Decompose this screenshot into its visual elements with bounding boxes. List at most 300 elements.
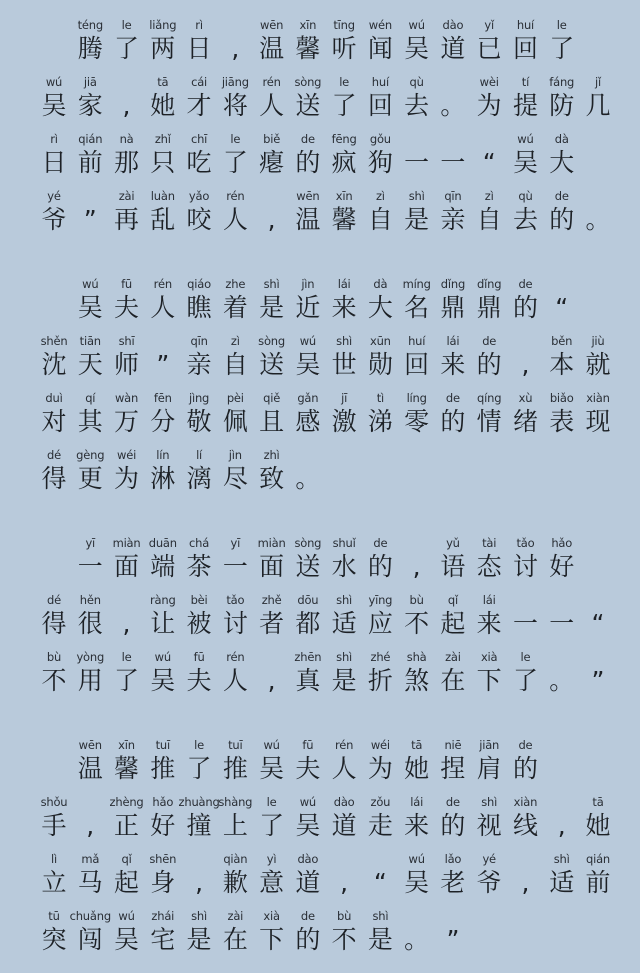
- text-line: [38, 132, 614, 188]
- hanzi: 了: [259, 811, 285, 840]
- hanzi: 面: [114, 552, 140, 581]
- pinyin: yǎo: [188, 189, 210, 203]
- char-cell: [328, 391, 360, 447]
- pinyin: de: [445, 795, 460, 809]
- hanzi: ”: [591, 666, 605, 695]
- pinyin: shī: [118, 334, 135, 348]
- char-cell: [219, 536, 251, 592]
- pinyin: shì: [553, 852, 570, 866]
- char-cell: [509, 189, 541, 245]
- hanzi: 应: [367, 609, 393, 638]
- pinyin: rén: [153, 277, 172, 291]
- pinyin: jiāng: [221, 75, 249, 89]
- char-cell: [509, 536, 541, 592]
- char-cell: [582, 650, 614, 706]
- hanzi: 乱: [150, 205, 176, 234]
- pinyin: chī: [190, 132, 208, 146]
- char-cell: [401, 75, 433, 131]
- char-cell: [364, 593, 396, 649]
- char-cell: [473, 448, 505, 504]
- char-cell: [256, 189, 288, 245]
- pinyin: shì: [263, 277, 280, 291]
- char-cell: [292, 334, 324, 390]
- hanzi: 激: [331, 407, 357, 436]
- char-cell: [473, 75, 505, 131]
- pinyin: gǎn: [297, 391, 319, 405]
- char-cell: [582, 277, 614, 333]
- hanzi: 道: [331, 811, 357, 840]
- char-cell: [437, 738, 469, 794]
- char-cell: [74, 334, 106, 390]
- pinyin: dōu: [297, 593, 319, 607]
- pinyin: qù: [409, 75, 424, 89]
- text-line: [38, 650, 614, 706]
- char-cell: [111, 795, 143, 851]
- pinyin: zhēn: [294, 650, 322, 664]
- pinyin: fáng: [549, 75, 575, 89]
- hanzi: 吃: [186, 148, 212, 177]
- hanzi: 下: [476, 666, 502, 695]
- char-cell: [111, 593, 143, 649]
- char-cell: [219, 448, 251, 504]
- hanzi: 很: [77, 609, 103, 638]
- hanzi: ,: [521, 868, 530, 897]
- pinyin: shì: [336, 650, 353, 664]
- hanzi: 本: [549, 350, 575, 379]
- hanzi: 撞: [186, 811, 212, 840]
- char-cell: [582, 18, 614, 74]
- hanzi: 夫: [186, 666, 212, 695]
- pinyin: tí: [521, 75, 530, 89]
- char-cell: [38, 909, 70, 965]
- hanzi: 一: [77, 552, 103, 581]
- hanzi: 去: [404, 91, 430, 120]
- hanzi: 真: [295, 666, 321, 695]
- pinyin: zì: [375, 189, 385, 203]
- char-cell: [546, 448, 578, 504]
- hanzi: 用: [77, 666, 103, 695]
- pinyin: lǎo: [444, 852, 462, 866]
- char-cell: [219, 18, 251, 74]
- hanzi: 吴: [295, 811, 321, 840]
- hanzi: “: [555, 293, 569, 322]
- hanzi: 好: [549, 552, 575, 581]
- char-cell: [328, 277, 360, 333]
- hanzi: 一: [404, 148, 430, 177]
- hanzi: 得: [41, 609, 67, 638]
- pinyin: luàn: [150, 189, 175, 203]
- hanzi: 馨: [331, 205, 357, 234]
- text-line: [38, 334, 614, 390]
- pinyin: qiáo: [187, 277, 211, 291]
- hanzi: 回: [404, 350, 430, 379]
- hanzi: 了: [222, 148, 248, 177]
- hanzi: 不: [41, 666, 67, 695]
- char-cell: [74, 593, 106, 649]
- pinyin: qīn: [444, 189, 462, 203]
- char-cell: [147, 334, 179, 390]
- hanzi: 为: [367, 754, 393, 783]
- char-cell: [401, 852, 433, 908]
- hanzi: 道: [295, 868, 321, 897]
- char-cell: [183, 852, 215, 908]
- char-cell: [183, 650, 215, 706]
- pinyin: tīng: [333, 18, 355, 32]
- char-cell: [38, 391, 70, 447]
- pinyin: yǔ: [446, 536, 460, 550]
- hanzi: 适: [549, 868, 575, 897]
- char-cell: [328, 18, 360, 74]
- char-cell: [74, 738, 106, 794]
- char-cell: [38, 277, 70, 333]
- char-cell: [38, 189, 70, 245]
- pinyin: téng: [77, 18, 103, 32]
- char-cell: [74, 650, 106, 706]
- pinyin: shì: [336, 334, 353, 348]
- char-cell: [509, 132, 541, 188]
- char-cell: [111, 448, 143, 504]
- hanzi: 一: [222, 552, 248, 581]
- hanzi: 亲: [186, 350, 212, 379]
- char-cell: [256, 75, 288, 131]
- hanzi: 馨: [114, 754, 140, 783]
- hanzi: 人: [222, 205, 248, 234]
- pinyin: wéi: [370, 738, 390, 752]
- char-cell: [582, 189, 614, 245]
- pinyin: huí: [516, 18, 535, 32]
- pinyin: zhě: [261, 593, 282, 607]
- text-line: [38, 795, 614, 851]
- pinyin: mǎ: [81, 852, 100, 866]
- hanzi: 师: [114, 350, 140, 379]
- char-cell: [38, 132, 70, 188]
- hanzi: 吴: [404, 868, 430, 897]
- pinyin: tā: [592, 795, 604, 809]
- hanzi: 来: [331, 293, 357, 322]
- hanzi: 家: [77, 91, 103, 120]
- pinyin: tài: [482, 536, 497, 550]
- char-cell: [509, 650, 541, 706]
- hanzi: ,: [122, 609, 131, 638]
- pinyin: dà: [554, 132, 569, 146]
- char-cell: [546, 593, 578, 649]
- hanzi: 的: [295, 925, 321, 954]
- hanzi: 来: [404, 811, 430, 840]
- pinyin: dǐng: [477, 277, 502, 291]
- hanzi: 狗: [367, 148, 393, 177]
- char-cell: [437, 536, 469, 592]
- char-cell: [401, 391, 433, 447]
- pinyin: dào: [297, 852, 319, 866]
- pinyin: yī: [85, 536, 96, 550]
- pinyin: de: [518, 277, 533, 291]
- char-cell: [328, 75, 360, 131]
- pinyin: rén: [226, 189, 245, 203]
- pinyin: dǐng: [440, 277, 466, 291]
- char-cell: [147, 593, 179, 649]
- pinyin: duì: [45, 391, 63, 405]
- char-cell: [437, 75, 469, 131]
- hanzi: 。: [295, 464, 321, 493]
- hanzi: 提: [512, 91, 538, 120]
- char-cell: [437, 132, 469, 188]
- char-cell: [364, 650, 396, 706]
- char-cell: [219, 391, 251, 447]
- pinyin: jìn: [228, 448, 242, 462]
- char-cell: [473, 277, 505, 333]
- pinyin: bù: [409, 593, 424, 607]
- char-cell: [111, 391, 143, 447]
- hanzi: 端: [150, 552, 176, 581]
- char-cell: [328, 795, 360, 851]
- pinyin: xià: [480, 650, 498, 664]
- char-cell: [582, 738, 614, 794]
- hanzi: 起: [440, 609, 466, 638]
- char-cell: [111, 738, 143, 794]
- pinyin: zhái: [151, 909, 175, 923]
- pinyin: zài: [445, 650, 461, 664]
- pinyin: yīng: [368, 593, 393, 607]
- char-cell: [256, 334, 288, 390]
- char-cell: [509, 391, 541, 447]
- pinyin: wú: [299, 795, 316, 809]
- pinyin: xīn: [335, 189, 353, 203]
- char-cell: [546, 75, 578, 131]
- char-cell: [509, 448, 541, 504]
- hanzi: 防: [549, 91, 575, 120]
- pinyin: rì: [50, 132, 58, 146]
- pinyin: zǒu: [370, 795, 391, 809]
- hanzi: 日: [41, 148, 67, 177]
- char-cell: [509, 18, 541, 74]
- pinyin: le: [520, 650, 531, 664]
- hanzi: 日: [186, 34, 212, 63]
- char-cell: [582, 132, 614, 188]
- hanzi: 才: [186, 91, 212, 120]
- char-cell: [328, 909, 360, 965]
- hanzi: 吴: [77, 293, 103, 322]
- char-cell: [364, 189, 396, 245]
- hanzi: 表: [549, 407, 575, 436]
- char-cell: [74, 795, 106, 851]
- char-cell: [256, 536, 288, 592]
- char-cell: [401, 795, 433, 851]
- text-line: [38, 391, 614, 447]
- char-cell: [147, 391, 179, 447]
- char-cell: [219, 593, 251, 649]
- char-cell: [364, 18, 396, 74]
- char-cell: [292, 448, 324, 504]
- pinyin: qǐ: [447, 593, 458, 607]
- pinyin: líng: [406, 391, 427, 405]
- pinyin: gèng: [76, 448, 105, 462]
- pinyin: huí: [371, 75, 389, 89]
- char-cell: [292, 132, 324, 188]
- char-cell: [582, 448, 614, 504]
- pinyin: xīn: [118, 738, 135, 752]
- pinyin: xù: [518, 391, 533, 405]
- hanzi: 再: [114, 205, 140, 234]
- pinyin: qù: [518, 189, 533, 203]
- char-cell: [38, 334, 70, 390]
- char-cell: [364, 738, 396, 794]
- hanzi: 吴: [259, 754, 285, 783]
- pinyin: lì: [51, 852, 57, 866]
- text-line: [38, 277, 614, 333]
- char-cell: [401, 132, 433, 188]
- char-cell: [147, 795, 179, 851]
- pinyin: tiān: [79, 334, 101, 348]
- char-cell: [328, 448, 360, 504]
- pinyin: tuī: [155, 738, 170, 752]
- hanzi: 夫: [295, 754, 321, 783]
- char-cell: [219, 75, 251, 131]
- char-cell: [111, 536, 143, 592]
- pinyin: shǒu: [40, 795, 68, 809]
- pinyin: le: [230, 132, 241, 146]
- char-cell: [147, 909, 179, 965]
- char-cell: [437, 448, 469, 504]
- hanzi: 世: [331, 350, 357, 379]
- pinyin: liǎng: [149, 18, 177, 32]
- char-cell: [546, 277, 578, 333]
- char-cell: [364, 536, 396, 592]
- pinyin: de: [482, 334, 497, 348]
- hanzi: 不: [404, 609, 430, 638]
- char-cell: [473, 909, 505, 965]
- pinyin: qián: [585, 852, 610, 866]
- pinyin: yé: [47, 189, 61, 203]
- char-cell: [473, 334, 505, 390]
- char-cell: [546, 650, 578, 706]
- pinyin: duān: [148, 536, 177, 550]
- hanzi: 大: [367, 293, 393, 322]
- pinyin: zì: [230, 334, 240, 348]
- hanzi: 分: [150, 407, 176, 436]
- hanzi: 手: [41, 811, 67, 840]
- hanzi: 了: [512, 666, 538, 695]
- char-cell: [183, 391, 215, 447]
- char-cell: [219, 189, 251, 245]
- hanzi: 突: [41, 925, 67, 954]
- pinyin: shì: [336, 593, 353, 607]
- hanzi: 爷: [41, 205, 67, 234]
- char-cell: [546, 909, 578, 965]
- hanzi: 名: [404, 293, 430, 322]
- char-cell: [219, 738, 251, 794]
- hanzi: 爷: [476, 868, 502, 897]
- pinyin: zì: [484, 189, 494, 203]
- char-cell: [292, 391, 324, 447]
- char-cell: [111, 909, 143, 965]
- hanzi: 。: [585, 205, 611, 234]
- char-cell: [183, 132, 215, 188]
- hanzi: 对: [41, 407, 67, 436]
- char-cell: [364, 334, 396, 390]
- pinyin: qiě: [263, 391, 281, 405]
- char-cell: [328, 334, 360, 390]
- char-cell: [546, 795, 578, 851]
- char-cell: [38, 448, 70, 504]
- char-cell: [401, 189, 433, 245]
- char-cell: [292, 593, 324, 649]
- text-line: [38, 536, 614, 592]
- pinyin: huí: [408, 334, 426, 348]
- hanzi: 在: [222, 925, 248, 954]
- hanzi: 只: [150, 148, 176, 177]
- pinyin: de: [300, 909, 315, 923]
- char-cell: [183, 593, 215, 649]
- char-cell: [111, 132, 143, 188]
- pinyin: jī: [341, 391, 348, 405]
- hanzi: 。: [440, 91, 466, 120]
- hanzi: 的: [295, 148, 321, 177]
- hanzi: 亲: [440, 205, 466, 234]
- char-cell: [256, 277, 288, 333]
- hanzi: 天: [77, 350, 103, 379]
- hanzi: ”: [83, 205, 97, 234]
- char-cell: [292, 795, 324, 851]
- char-cell: [256, 18, 288, 74]
- pinyin: jiā: [83, 75, 97, 89]
- hanzi: 夫: [114, 293, 140, 322]
- char-cell: [328, 593, 360, 649]
- pinyin: tā: [157, 75, 169, 89]
- hanzi: 近: [295, 293, 321, 322]
- pinyin: shēn: [149, 852, 177, 866]
- pinyin: fū: [302, 738, 314, 752]
- char-cell: [147, 852, 179, 908]
- hanzi: 了: [549, 34, 575, 63]
- char-cell: [473, 189, 505, 245]
- pinyin: jìng: [188, 391, 210, 405]
- char-cell: [509, 909, 541, 965]
- hanzi: ”: [446, 925, 460, 954]
- hanzi: 其: [77, 407, 103, 436]
- hanzi: 是: [331, 666, 357, 695]
- char-cell: [473, 650, 505, 706]
- hanzi: 茶: [186, 552, 212, 581]
- pinyin: sòng: [258, 334, 285, 348]
- pinyin: jìn: [301, 277, 315, 291]
- char-cell: [509, 334, 541, 390]
- char-cell: [38, 852, 70, 908]
- char-cell: [437, 334, 469, 390]
- pinyin: qīn: [190, 334, 208, 348]
- hanzi: ”: [156, 350, 170, 379]
- char-cell: [292, 18, 324, 74]
- hanzi: 推: [222, 754, 248, 783]
- hanzi: 人: [331, 754, 357, 783]
- hanzi: 着: [222, 293, 248, 322]
- pinyin: tì: [376, 391, 385, 405]
- hanzi: 一: [549, 609, 575, 638]
- char-cell: [38, 75, 70, 131]
- pinyin: shì: [372, 909, 389, 923]
- char-cell: [582, 536, 614, 592]
- pinyin: lái: [337, 277, 351, 291]
- hanzi: ,: [267, 205, 276, 234]
- hanzi: 她: [404, 754, 430, 783]
- text-line: [38, 852, 614, 908]
- char-cell: [256, 650, 288, 706]
- pinyin: de: [554, 189, 569, 203]
- char-cell: [219, 334, 251, 390]
- char-cell: [219, 277, 251, 333]
- char-cell: [219, 650, 251, 706]
- char-cell: [437, 852, 469, 908]
- hanzi: ,: [86, 811, 95, 840]
